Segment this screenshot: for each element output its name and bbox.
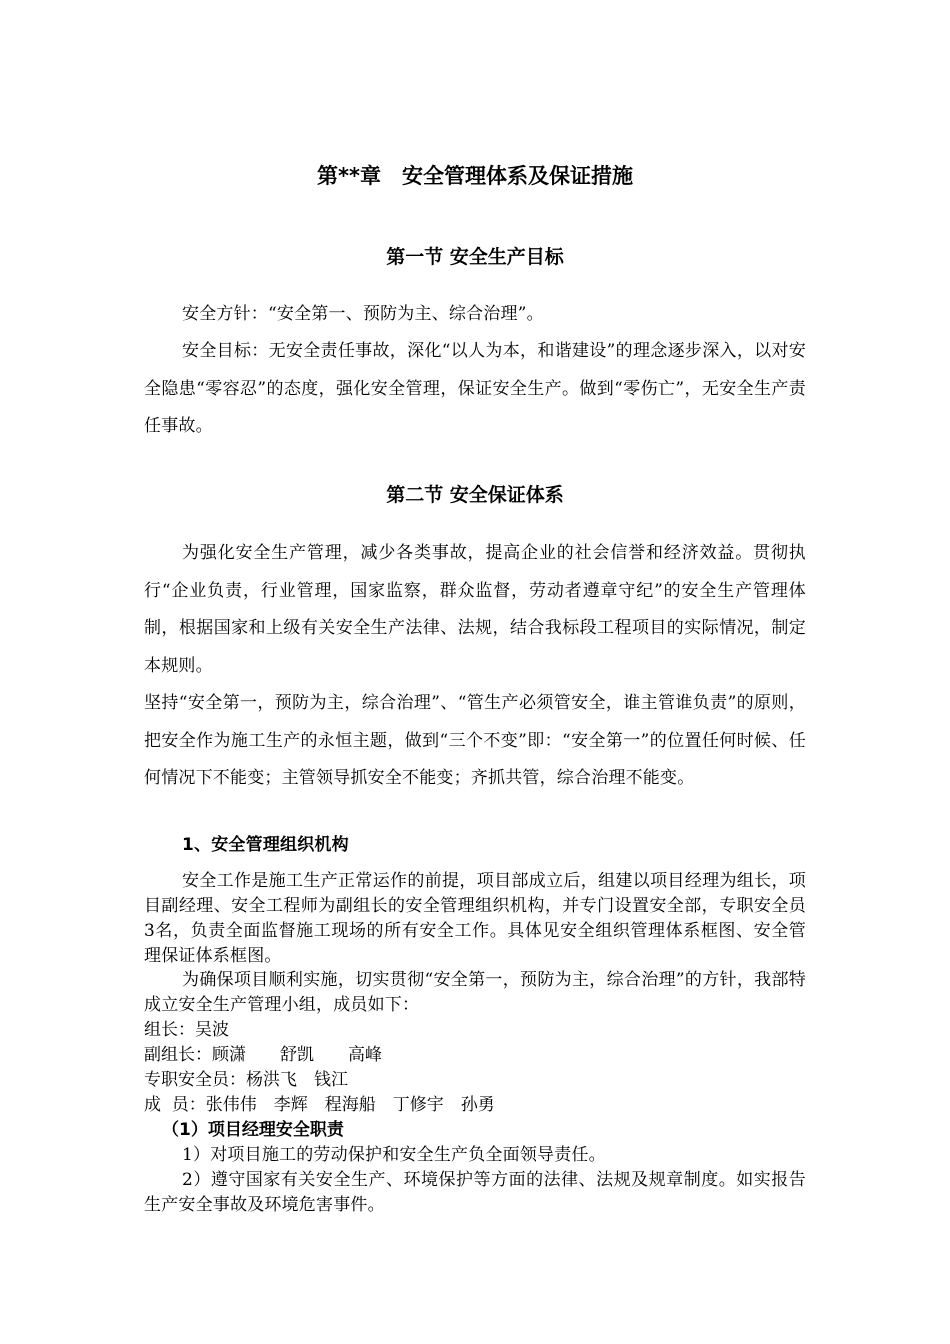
organization-paragraph: 安全工作是施工生产正常运作的前提，项目部成立后，组建以项目经理为组长，项目副经理、安全工程师为副组长的安全管理组织机构，并专门设置安全部，专职安全员3名，负责全面监督施工现场的所有安全工作。具体见安全组织管理体系框图、安全管理保证体系框图。 (144, 871, 806, 966)
principle-paragraph: 坚持“安全第一，预防为主，综合治理”、“管生产必须管安全，谁主管谁负责”的原则，把安全作为施工生产的永恒主题，做到“三个不变”即：“安全第一”的位置任何时候、任何情况下不能变；主管领导抓安全不能变；齐抓共管，综合治理不能变。 (144, 693, 806, 788)
safety-officer-line: 专职安全员：杨洪飞 钱江 (144, 1070, 348, 1090)
team-intro-paragraph: 为确保项目顺利实施，切实贯彻“安全第一，预防为主，综合治理”的方针，我部特成立安全生产管理小组，成员如下： (144, 970, 806, 1015)
subsection-1-title: 1、安全管理组织机构 (182, 835, 349, 855)
chapter-title: 第**章 安全管理体系及保证措施 (317, 164, 633, 188)
section-2-title: 第二节 安全保证体系 (386, 484, 564, 506)
safety-policy-paragraph: 安全方针：“安全第一、预防为主、综合治理”。 (182, 304, 544, 324)
pm-duties-title: （1）项目经理安全职责 (162, 1120, 344, 1140)
safety-goal-paragraph: 安全目标：无安全责任事故，深化“以人为本，和谐建设”的理念逐步深入，以对安全隐患“零容忍”的态度，强化安全管理，保证安全生产。做到“零伤亡”，无安全生产责任事故。 (144, 341, 806, 436)
section-1-title: 第一节 安全生产目标 (386, 246, 564, 268)
deputy-leader-line: 副组长：顾潇 舒凯 高峰 (144, 1045, 382, 1065)
management-intro-paragraph: 为强化安全生产管理，减少各类事故，提高企业的社会信誉和经济效益。贯彻执行“企业负责，行业管理，国家监察，群众监督，劳动者遵章守纪”的安全生产管理体制，根据国家和上级有关安全生产法律、法规，结合我标段工程项目的实际情况，制定本规则。 (144, 543, 806, 676)
members-line: 成 员：张伟伟 李辉 程海船 丁修宇 孙勇 (144, 1095, 495, 1115)
pm-duty-2: 2）遵守国家有关安全生产、环境保护等方面的法律、法规及规章制度。如实报告生产安全事故及环境危害事件。 (144, 1170, 806, 1215)
team-leader-line: 组长：吴波 (144, 1020, 229, 1040)
pm-duty-1: 1）对项目施工的劳动保护和安全生产负全面领导责任。 (182, 1145, 606, 1165)
